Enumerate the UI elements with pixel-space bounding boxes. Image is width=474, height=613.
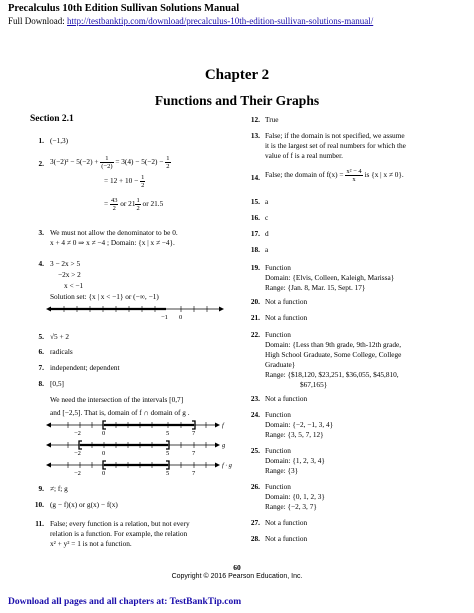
answer-line: = 12 + 10 − $\frac{1}{2}$ — [104, 174, 145, 189]
answer-line: −2x > 2 — [58, 270, 81, 279]
problem-number: 2. — [38, 159, 44, 168]
page-number: 60 — [233, 563, 241, 572]
download-label: Full Download: — [8, 16, 68, 26]
answer: a — [265, 245, 269, 254]
tick-label: −2 — [74, 430, 81, 437]
answer-line: 3 − 2x > 5 — [50, 259, 81, 268]
answer-line: Solution set: {x | x < −1} or (−∞, −1) — [50, 292, 159, 301]
problem-number: 23. — [250, 394, 260, 403]
answer: [0,5] — [50, 379, 64, 388]
tick-label: 5 — [166, 470, 170, 476]
answer-line: x² + y² = 1 is not a function. — [50, 539, 132, 548]
answer: Not a function — [265, 297, 308, 306]
answer-line: Range: {3, 5, 7, 12} — [265, 430, 324, 439]
download-link[interactable]: http://testbanktip.com/download/precalculus-10th-edition-sullivan-solutions-manual/ — [67, 16, 374, 26]
tick-label: 0 — [102, 450, 106, 457]
answer-line: x + 4 ≠ 0 ⇒ x ≠ −4 ; Domain: {x | x ≠ −4}. — [50, 238, 175, 247]
copyright-notice: Copyright © 2016 Pearson Education, Inc. — [171, 573, 303, 580]
tick-label: 0 — [102, 470, 106, 476]
problem-number: 22. — [250, 330, 260, 339]
answer-line: False; every function is a relation, but not every — [50, 519, 190, 528]
number-line-4 — [46, 302, 226, 320]
problem-number: 24. — [250, 410, 260, 419]
answer-line: Graduate} — [265, 360, 296, 369]
answer: d — [265, 229, 269, 238]
answer-line: Function — [265, 446, 291, 455]
tick-label: 7 — [192, 450, 196, 457]
answer: radicals — [50, 347, 73, 356]
problem-number: 28. — [250, 534, 260, 543]
answer: (−1,3) — [50, 136, 69, 145]
answer-line: relation is a function. For example, the relation — [50, 529, 188, 538]
tick-label: −2 — [74, 450, 81, 457]
answer: ≠; f; g — [50, 484, 68, 493]
problem-number: 12. — [250, 115, 260, 124]
tick-label: 7 — [192, 430, 196, 437]
problem-number: 20. — [250, 297, 260, 306]
problem-number: 10. — [34, 500, 44, 509]
answer-line: Function — [265, 410, 291, 419]
answer-line: We need the intersection of the intervals [0,7] — [50, 395, 184, 404]
problem-number: 19. — [250, 263, 260, 272]
answer-line: = $\frac{43}{2}$ or 21 $\frac{1}{2}$ or 21.5 — [104, 197, 164, 212]
tick-label: 0 — [179, 314, 183, 320]
answer: True — [265, 115, 279, 124]
answer-line: 3(−2)² − 5(−2) + $\frac{1}{(-2)}$ = 3(4) − 5(−2) − $\frac{1}{2}$ — [50, 155, 170, 170]
problem-number: 6. — [38, 347, 44, 356]
problem-number: 8. — [38, 379, 44, 388]
problem-number: 7. — [38, 363, 44, 372]
answer-line: and [−2,5]. That is, domain of f ∩ domain of g . — [50, 408, 190, 417]
answer: a — [265, 197, 269, 206]
problem-number: 3. — [38, 228, 44, 237]
problem-number: 11. — [35, 519, 44, 528]
answer: Not a function — [265, 518, 308, 527]
problem-number: 21. — [250, 313, 260, 322]
answer-line: We must not allow the denominator to be 0. — [50, 228, 178, 237]
answer-line: Function — [265, 263, 291, 272]
answer-line: $67,165} — [300, 380, 328, 389]
answer-line: Domain: {Elvis, Colleen, Kaleigh, Marissa} — [265, 273, 395, 282]
line-label-f: f — [222, 422, 224, 429]
problem-number: 13. — [250, 131, 260, 140]
answer-line: Domain: {−2, −1, 3, 4} — [265, 420, 334, 429]
answer-line: Domain: {0, 1, 2, 3} — [265, 492, 325, 501]
problem-number: 17. — [250, 229, 260, 238]
answer: Not a function — [265, 394, 308, 403]
answer: √5 + 2 — [50, 332, 70, 341]
section-heading: Section 2.1 — [30, 114, 74, 124]
problem-number: 25. — [250, 446, 260, 455]
document-title: Precalculus 10th Edition Sullivan Solutions Manual — [8, 3, 240, 14]
answer: c — [265, 213, 269, 222]
problem-number: 1. — [38, 136, 44, 145]
line-label-g: g — [222, 442, 226, 449]
answer-line: Domain: {Less than 9th grade, 9th-12th grade, — [265, 340, 402, 349]
answer: independent; dependent — [50, 363, 120, 372]
answer-line: Function — [265, 330, 291, 339]
answer-line: Function — [265, 482, 291, 491]
chapter-title: Chapter 2 — [204, 67, 270, 83]
answer-line: Range: {3} — [265, 466, 299, 475]
answer: Not a function — [265, 534, 308, 543]
answer-line: x < −1 — [64, 281, 84, 290]
chapter-subtitle: Functions and Their Graphs — [154, 93, 320, 108]
answer-line: Range: {$18,120, $23,251, $36,055, $45,810, — [265, 370, 399, 379]
tick-label: 5 — [166, 430, 170, 437]
tick-label: 7 — [192, 470, 196, 476]
problem-number: 9. — [38, 484, 44, 493]
problem-number: 16. — [250, 213, 260, 222]
problem-number: 4. — [38, 259, 44, 268]
problem-number: 18. — [250, 245, 260, 254]
answer: (g − f)(x) or g(x) − f(x) — [50, 500, 118, 509]
full-download-line — [8, 16, 373, 26]
answer-line: False; if the domain is not specified, we assume — [265, 131, 405, 140]
interval-number-lines-8 — [46, 418, 236, 476]
answer-line: False; the domain of f(x) = $\frac{\text{x² − 4}}{x}$ is {x | x ≠ 0}. — [265, 168, 404, 183]
problem-number: 15. — [250, 197, 260, 206]
answer-line: it is the largest set of real numbers for which the — [265, 141, 406, 150]
tick-label: −1 — [161, 314, 168, 320]
problem-number: 5. — [38, 332, 44, 341]
answer-line: Range: {Jan. 8, Mar. 15, Sept. 17} — [265, 283, 366, 292]
answer: Not a function — [265, 313, 308, 322]
problem-number: 27. — [250, 518, 260, 527]
line-label-fg: f · g — [222, 462, 232, 469]
tick-label: 5 — [166, 450, 170, 457]
download-footer-link[interactable]: Download all pages and all chapters at: TestBankTip.com — [8, 597, 242, 607]
answer-line: High School Graduate, Some College, College — [265, 350, 402, 359]
problem-number: 14. — [250, 173, 260, 182]
tick-label: −2 — [74, 470, 81, 476]
answer-line: Domain: {1, 2, 3, 4} — [265, 456, 325, 465]
tick-label: 0 — [102, 430, 106, 437]
answer-line: value of f is a real number. — [265, 151, 344, 160]
answer-line: Range: {−2, 3, 7} — [265, 502, 317, 511]
problem-number: 26. — [250, 482, 260, 491]
